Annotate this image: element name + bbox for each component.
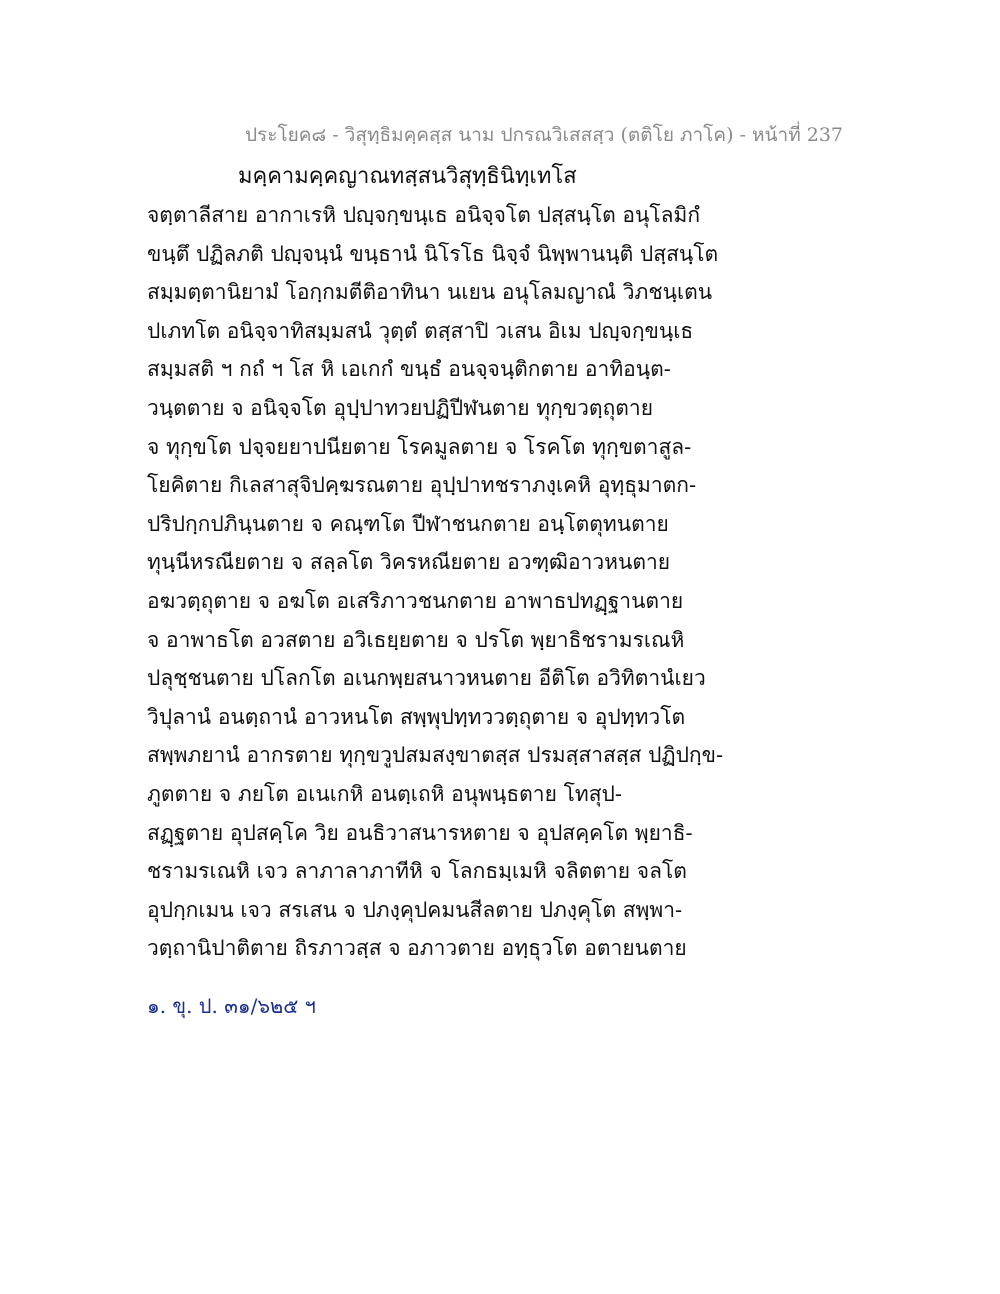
text-line: ปลุชฺชนตาย ปโลกโต อเนกพฺยสนาวหนตาย อีติโต อวิทิตานํเยว <box>147 666 706 691</box>
text-line: วตฺถานิปาติตาย ถิรภาวสฺส จ อภาวตาย อทฺธุวโต อตายนตาย <box>147 936 687 961</box>
text-line: โยคิตาย กิเลสาสุจิปคฺฆรณตาย อุปฺปาทชราภงฺเคหิ อุทฺธุมาตก- <box>147 473 697 498</box>
text-line: สมฺมสติ ฯ กถํ ฯ โส หิ เอเกกํ ขนฺธํ อนจฺจนฺติกตาย อาทิอนฺต- <box>147 357 671 382</box>
footnote: ๑. ขุ. ป. ๓๑/๖๒๕ ฯ <box>147 994 316 1018</box>
text-line: อฆวตฺถุตาย จ อฆโต อเสริภาวชนกตาย อาพาธปทฏฺฐานตาย <box>147 588 684 613</box>
text-line: จ ทุกฺขโต ปจฺจยยาปนียตาย โรคมูลตาย จ โรคโต ทุกฺขตาสูล- <box>147 434 692 459</box>
text-line: ปเภทโต อนิจฺจาทิสมฺมสนํ วุตฺตํ ตสฺสาปิ วเสน อิเม ปญฺจกฺขนฺเธ <box>147 318 694 343</box>
text-line: ขนฺตึ ปฏิลภติ ปญฺจนฺนํ ขนฺธานํ นิโรโธ นิจฺจํ นิพฺพานนฺติ ปสฺสนฺโต <box>147 241 719 266</box>
body-text <box>147 196 867 968</box>
text-line: ชรามรเณหิ เจว ลาภาลาภาทีหิ จ โลกธมฺเมหิ จลิตตาย จลโต <box>147 859 687 884</box>
text-line: ภูตตาย จ ภยโต อเนเกหิ อนตฺเถหิ อนุพนฺธตาย โทสุป- <box>147 781 622 806</box>
text-line: ทุนฺนีหรณียตาย จ สลฺลโต วิครหณียตาย อวฑฺฒิอาวหนตาย <box>147 550 671 575</box>
text-line: สฏฺฐตาย อุปสคฺโค วิย อนธิวาสนารหตาย จ อุปสคฺคโต พฺยาธิ- <box>147 820 693 845</box>
section-heading: มคฺคามคฺคญาณทสฺสนวิสุทฺธินิทฺเทโส <box>238 164 577 189</box>
text-line: จตฺตาลีสาย อากาเรหิ ปญฺจกฺขนฺเธ อนิจฺจโต ปสฺสนฺโต อนุโลมิกํ <box>147 203 701 227</box>
text-line: สมฺมตฺตานิยามํ โอกฺกมตีติอาทินา นเยน อนุโลมญาณํ วิภชนฺเตน <box>147 280 713 305</box>
text-line: วนฺตตาย จ อนิจฺจโต อุปฺปาทวยปฏิปีฬนตาย ทุกฺขวตฺถุตาย <box>147 395 654 420</box>
running-head: ประโยค๘ - วิสุทฺธิมคฺคสฺส นาม ปกรณวิเสสสฺว (ตติโย ภาโค) - หน้าที่ 237 <box>245 124 844 146</box>
text-line: อุปกฺกเมน เจว สรเสน จ ปภงฺคุปคมนสีลตาย ปภงฺคุโต สพฺพา- <box>147 897 683 922</box>
text-line: ปริปกฺกปภินฺนตาย จ คณฺฑโต ปีฬาชนกตาย อนฺโตตุทนตาย <box>147 511 669 536</box>
text-line: จ อาพาธโต อวสตาย อวิเธยฺยตาย จ ปรโต พฺยาธิชรามรเณหิ <box>147 627 685 652</box>
text-line: สพฺพภยานํ อากรตาย ทุกฺขวูปสมสงฺขาตสฺส ปรมสฺสาสสฺส ปฏิปกฺข- <box>147 743 724 768</box>
text-line: วิปุลานํ อนตฺถานํ อาวหนโต สพฺพุปทฺทววตฺถุตาย จ อุปทฺทวโต <box>147 704 686 729</box>
